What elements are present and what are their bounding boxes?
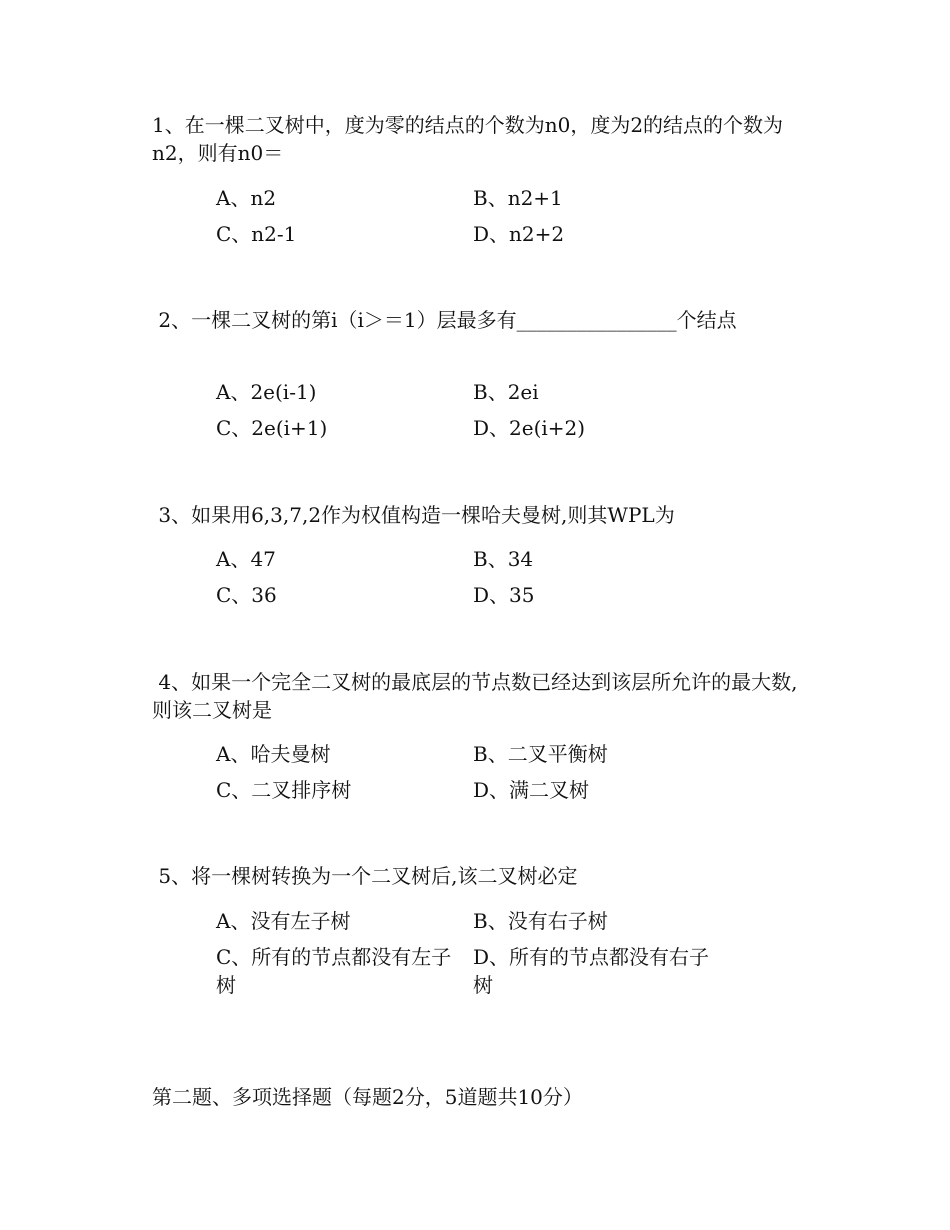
section-heading: 第二题、多项选择题（每题2分，5道题共10分）	[152, 1085, 583, 1109]
question-2-option-b: B、2ei	[473, 380, 539, 404]
question-1-option-c: C、n2-1	[216, 222, 297, 246]
question-3-option-b: B、34	[473, 547, 534, 571]
question-5-stem: 5、将一棵树转换为一个二叉树后,该二叉树必定	[152, 864, 578, 888]
question-2-option-c: C、2e(i+1)	[216, 416, 328, 440]
question-4-option-a: A、哈夫曼树	[216, 742, 331, 766]
question-1-option-b: B、n2+1	[473, 186, 563, 210]
question-4-option-b: B、二叉平衡树	[473, 742, 608, 766]
question-4-stem: 4、如果一个完全二叉树的最底层的节点数已经达到该层所允许的最大数,则该二叉树是	[152, 670, 798, 722]
question-4-option-c: C、二叉排序树	[216, 778, 352, 802]
question-2-stem: 2、一棵二叉树的第i（i＞＝1）层最多有________________个结点	[152, 308, 737, 332]
question-5-option-b: B、没有右子树	[473, 909, 608, 933]
question-1-option-a: A、n2	[216, 186, 277, 210]
question-5-option-d: D、所有的节点都没有右子树	[473, 945, 710, 997]
question-4-option-d: D、满二叉树	[473, 778, 590, 802]
question-2-option-a: A、2e(i-1)	[216, 380, 317, 404]
question-5-option-a: A、没有左子树	[216, 909, 351, 933]
question-1-stem: 1、在一棵二叉树中，度为零的结点的个数为n0，度为2的结点的个数为n2，则有n0＝	[152, 113, 784, 165]
question-1-option-d: D、n2+2	[473, 222, 565, 246]
question-3-option-d: D、35	[473, 583, 535, 607]
question-3-stem: 3、如果用6,3,7,2作为权值构造一棵哈夫曼树,则其WPL为	[152, 503, 675, 527]
question-5-option-c: C、所有的节点都没有左子树	[216, 945, 452, 997]
question-2-option-d: D、2e(i+2)	[473, 416, 586, 440]
question-3-option-a: A、47	[216, 547, 276, 571]
question-3-option-c: C、36	[216, 583, 277, 607]
